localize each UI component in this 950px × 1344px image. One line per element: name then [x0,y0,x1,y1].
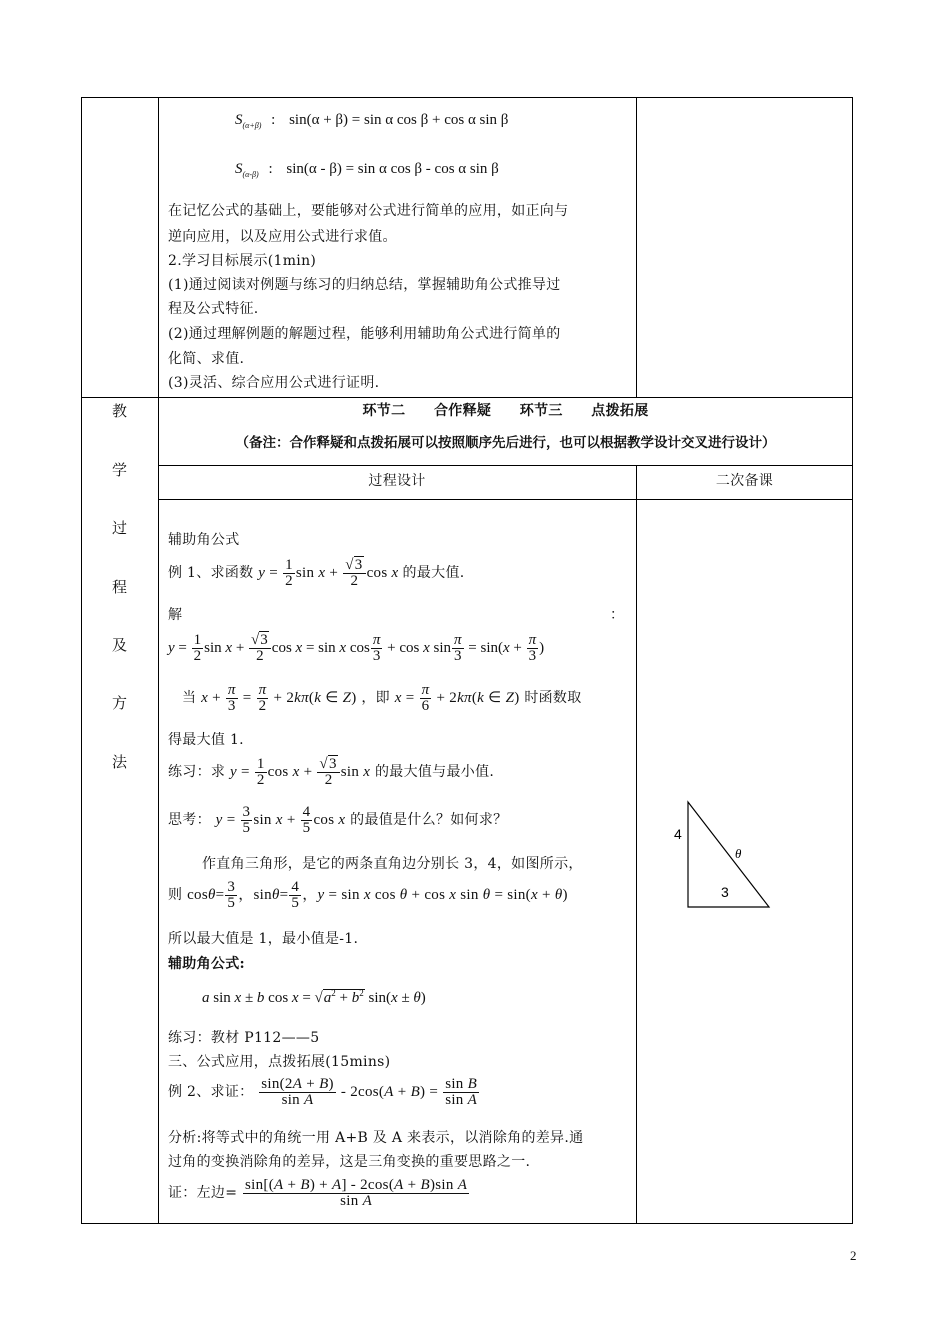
goal-title: 2.学习目标展示(1min) [168,253,317,269]
aux-formula-title: 辅助角公式: [168,956,245,972]
goal-3: (3)灵活、综合应用公式进行证明. [168,375,380,391]
divider-right-top [636,97,637,397]
side-label-char-3: 过 [111,519,127,537]
triangle-side-3: 3 [721,884,729,900]
analysis-line2: 过角的变换消除角的差异，这是三角变换的重要思路之一. [168,1154,531,1170]
column-header-second: 二次备课 [715,473,774,489]
section-3-title: 三、公式应用，点拨拓展(15mins) [168,1054,391,1070]
row-divider-3 [158,499,853,500]
divider-left [158,97,159,1224]
formula-sum-sine: $S_{(\alpha+\beta)}$ : sin(α + β) = sin α cos β + cos α sin β [235,112,509,130]
max-value-line: 得最大值 1. [168,732,244,748]
aux-angle-title: 辅助角公式 [168,532,240,548]
practice-2: 练习：教材 P112——5 [168,1030,320,1046]
solution-label: 解 [168,607,183,623]
result-line: 所以最大值是 1，最小值是-1. [168,931,359,947]
intro-paragraph-line1: 在记忆公式的基础上，要能够对公式进行简单的应用，如正向与 [168,203,569,219]
right-triangle-figure [668,795,778,915]
triangle-side-4: 4 [674,826,682,842]
section-note: （备注：合作释疑和点拨拓展可以按照顺序先后进行，也可以根据教学设计交叉进行设计） [235,435,776,451]
max-condition: 当 x + $\frac{\pi}{3}$ = $\frac{\pi}{2}$ + 2kπ(k ∈ Z) ，即 x = $\frac{\pi}{6}$ + 2kπ(k ∈ Z) 时函数取 [182,682,582,714]
side-label-char-7: 法 [111,753,127,771]
side-label-char-5: 及 [111,636,127,654]
row-divider-1 [81,397,853,398]
practice-1: 练习：求 y = $\frac{1}{2}$ cos x + $\frac{√3}{2}$ sin x 的最大值与最小值. [168,756,495,788]
analysis-line1: 分析:将等式中的角统一用 A+B 及 A 来表示，以消除角的差异.通 [168,1130,584,1146]
example-1-function: y = $\frac{1}{2}$ sin x + $\frac{√3}{2}$ cos x [258,557,399,589]
formula-diff-sine-text: sin(α - β) = sin α cos β - cos α sin β [286,161,499,177]
solution-colon: ： [610,607,625,623]
column-header-process: 过程设计 [368,473,426,489]
goal-2-line2: 化简、求值. [168,351,245,367]
think-question: 思考： y = $\frac{3}{5}$ sin x + $\frac{4}{5}$ cos x 的最值是什么？如何求？ [168,804,508,836]
side-label-char-2: 学 [111,461,127,479]
section-title: 环节二 合作释疑 环节三 点拨拓展 [362,403,649,419]
example-2: 例 2、求证： $\frac{\sin(2A + B)}{\text{sin A}}$ - 2cos(A + B) = $\frac{\text{sin B}}{\text{sin A}}$ [168,1076,478,1108]
solution-equation: y = $\frac{1}{2}$ sin x + $\frac{√3}{2}$ cos x = sin x cos $\frac{\pi}{3}$ + cos x sin $\frac{\pi}{3}$ = sin(x + $\frac{\pi}{3}$ ) [168,632,545,664]
divider-right-bottom [636,465,637,1224]
triangle-angle-theta: θ [735,846,742,861]
side-label-char-6: 方 [111,694,127,712]
example-1: 例 1、求函数 y = $\frac{1}{2}$ sin x + $\frac{√3}{2}$ cos x 的最大值. [168,557,465,589]
side-label-char-4: 程 [111,578,127,596]
goal-1-line2: 程及公式特征. [168,301,259,317]
intro-paragraph-line2: 逆向应用，以及应用公式进行求值。 [168,229,397,245]
aux-angle-formula: a sin x ± b $\cos x = √a^2 + b^2$ sin(x ± θ) [202,988,426,1006]
triangle-explanation: 作直角三角形，是它的两条直角边分别长 3，4，如图所示， [202,856,583,872]
formula-sum-sine-text: sin(α + β) = sin α cos β + cos α sin β [289,112,509,128]
proof-line: 证：左边= $\frac{\text{sin[(A + B) + A] - 2cos(A + B)sin A}}{\text{sin A}}$ [168,1177,468,1209]
goal-2-line1: (2)通过理解例题的解题过程，能够利用辅助角公式进行简单的 [168,326,561,342]
formula-diff-sine: $S_{(\alpha-\beta)}$ : sin(α - β) = sin α cos β - cos α sin β [235,161,499,179]
side-label-char-1: 教 [111,402,127,420]
page-number: 2 [850,1248,857,1263]
goal-1-line1: (1)通过阅读对例题与练习的归纳总结，掌握辅助角公式推导过 [168,277,561,293]
triangle-result: 则 cosθ= $\frac{3}{5}$ ，sinθ= $\frac{4}{5}$ ，y = sin x cos θ + cos x sin θ = sin(x + θ) [168,879,568,911]
row-divider-2 [158,465,853,466]
